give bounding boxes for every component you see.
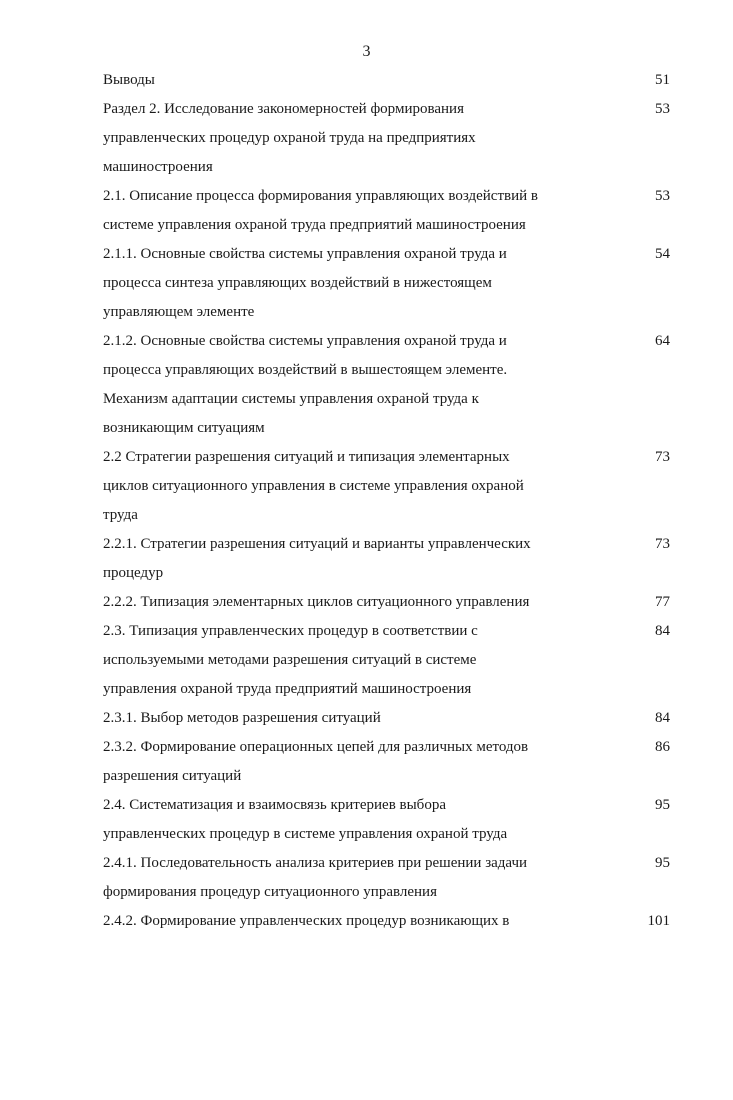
toc-entry-page-number: 95 (655, 797, 670, 813)
toc-entry-title-line: 2.1.1. Основные свойства системы управления охраной труда и (103, 246, 507, 262)
toc-entry (103, 443, 670, 530)
toc-entry-title-line: разрешения ситуаций (103, 768, 242, 784)
toc-entry-title (103, 327, 613, 443)
toc-entry-title-line: 2.3.1. Выбор методов разрешения ситуаций (103, 710, 381, 726)
toc-entry-title-line: машиностроения (103, 159, 213, 175)
toc-entry (103, 704, 670, 733)
toc-entry (103, 617, 670, 704)
toc-entry-title-line: системе управления охраной труда предприятий машиностроения (103, 217, 526, 233)
toc-entry-page-number: 101 (647, 913, 670, 929)
toc-entry-title-line: 2.2.1. Стратегии разрешения ситуаций и варианты управленческих (103, 536, 531, 552)
toc-entry (103, 327, 670, 443)
toc-entry-title-line: управленческих процедур охраной труда на предприятиях (103, 130, 476, 146)
toc-entry-title-line: 2.3.2. Формирование операционных цепей для различных методов (103, 739, 529, 755)
toc-entry (103, 95, 670, 182)
toc-entry-title-line: циклов ситуационного управления в системе управления охраной (103, 478, 524, 494)
toc-entry-page-number: 77 (655, 594, 670, 610)
toc-entry-title-line: Механизм адаптации системы управления охраной труда к (103, 391, 479, 407)
toc-entry-title-line: 2.4. Систематизация и взаимосвязь критериев выбора (103, 797, 446, 813)
toc-entry-title-line: 2.1. Описание процесса формирования управляющих воздействий в (103, 188, 538, 204)
toc-entry-title-line: Раздел 2. Исследование закономерностей формирования (103, 101, 464, 117)
toc-entry-page-number: 73 (655, 449, 670, 465)
toc-entry-title (103, 95, 613, 182)
toc-entry-page-number: 86 (655, 739, 670, 755)
toc-entry-title-line: управляющем элементе (103, 304, 255, 320)
toc-entry-page-number: 51 (655, 72, 670, 88)
toc-entry (103, 530, 670, 588)
toc-entry-title-line: управления охраной труда предприятий машиностроения (103, 681, 472, 697)
toc-entry-title (103, 704, 613, 733)
toc-entry-page-number: 64 (655, 333, 670, 349)
toc-entry-title (103, 443, 613, 530)
toc-entry-title (103, 617, 613, 704)
toc-entry-title-line: управленческих процедур в системе управления охраной труда (103, 826, 508, 842)
toc-entry-page-number: 84 (655, 623, 670, 639)
page-number: 3 (362, 43, 371, 60)
toc-entry-title-line: процедур (103, 565, 164, 581)
toc-entry-page-number: 73 (655, 536, 670, 552)
toc-entry (103, 849, 670, 907)
toc-entry-page-number: 95 (655, 855, 670, 871)
toc-entry-title-line: 2.4.1. Последовательность анализа критериев при решении задачи (103, 855, 528, 871)
toc-entry-title (103, 791, 613, 849)
toc-entry (103, 240, 670, 327)
toc-entry-title (103, 849, 613, 907)
toc-entry-title (103, 907, 613, 936)
toc-entry-title (103, 182, 613, 240)
toc-entry-title-line: 2.2.2. Типизация элементарных циклов ситуационного управления (103, 594, 530, 610)
toc-entry-title-line: труда (103, 507, 138, 523)
toc-entry-title-line: 2.4.2. Формирование управленческих процедур возникающих в (103, 913, 510, 929)
toc-entry-title-line: используемыми методами разрешения ситуаций в системе (103, 652, 477, 668)
toc-entry (103, 733, 670, 791)
toc-entry-title (103, 66, 613, 95)
toc-entry-title-line: процесса управляющих воздействий в вышестоящем элементе. (103, 362, 508, 378)
toc-entry (103, 182, 670, 240)
toc-entry-title-line: 2.3. Типизация управленческих процедур в соответствии с (103, 623, 478, 639)
toc-entry-title-line: 2.1.2. Основные свойства системы управления охраной труда и (103, 333, 507, 349)
toc-entry-title-line: процесса синтеза управляющих воздействий в нижестоящем (103, 275, 492, 291)
toc-entry-page-number: 54 (655, 246, 670, 262)
toc-entry-title (103, 733, 613, 791)
toc-entry (103, 588, 670, 617)
toc-entry (103, 66, 670, 95)
table-of-contents (103, 66, 670, 936)
toc-entry-title (103, 240, 613, 327)
toc-entry-title-line: 2.2 Стратегии разрешения ситуаций и типизация элементарных (103, 449, 510, 465)
toc-entry-title-line: возникающим ситуациям (103, 420, 265, 436)
toc-entry-title (103, 588, 613, 617)
toc-entry-page-number: 84 (655, 710, 670, 726)
toc-entry-title-line: формирования процедур ситуационного управления (103, 884, 437, 900)
toc-entry-page-number: 53 (655, 101, 670, 117)
toc-entry (103, 907, 670, 936)
toc-entry-title (103, 530, 613, 588)
toc-entry (103, 791, 670, 849)
toc-entry-title-line: Выводы (103, 72, 155, 88)
toc-entry-page-number: 53 (655, 188, 670, 204)
